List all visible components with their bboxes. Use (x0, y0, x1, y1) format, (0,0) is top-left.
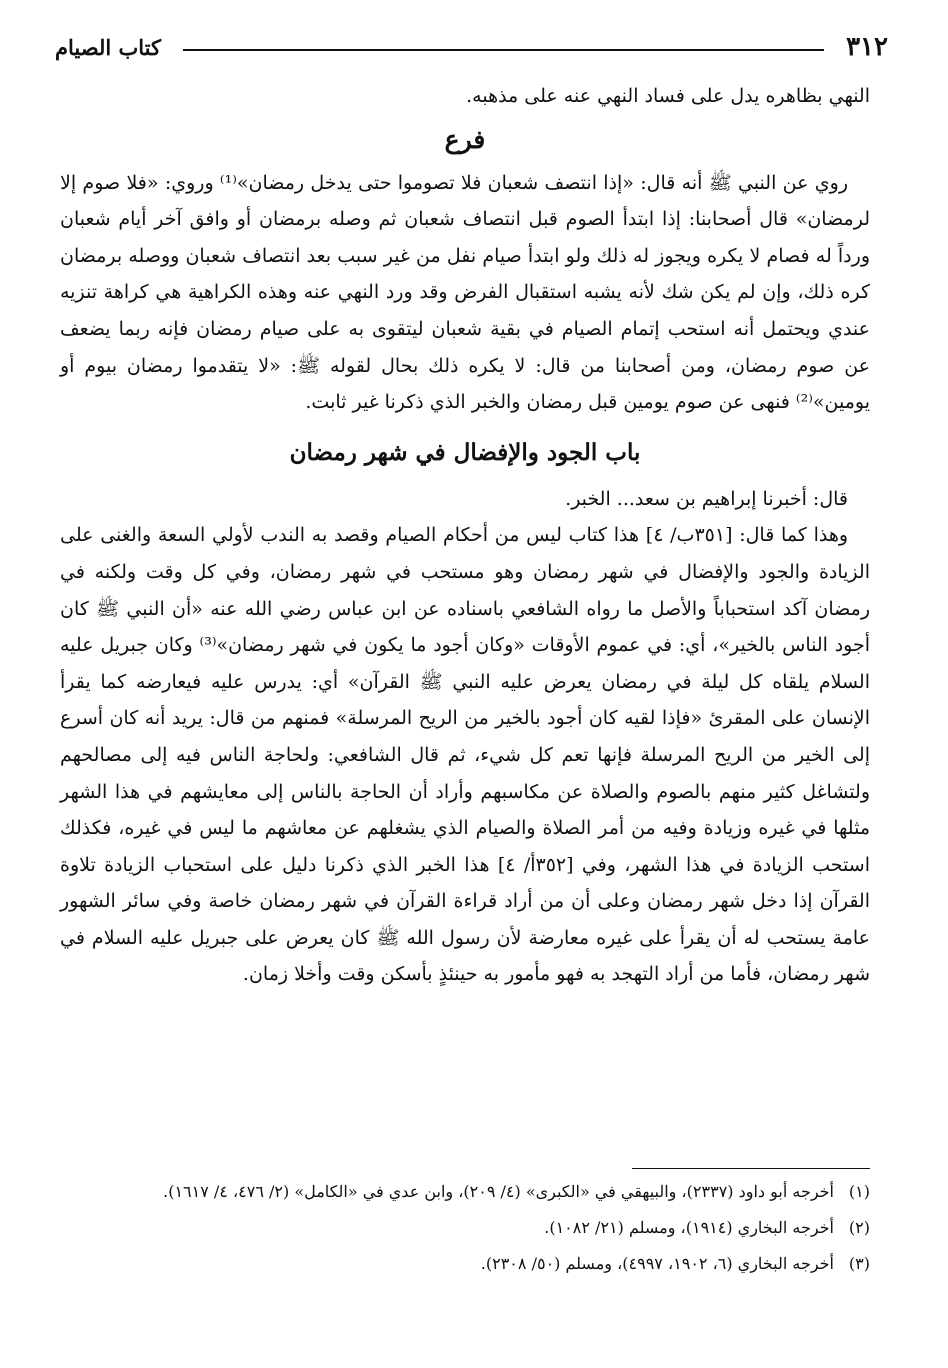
footnote-number: (٣) (848, 1254, 870, 1273)
chapter-heading: باب الجود والإفضال في شهر رمضان (289, 438, 641, 466)
footnote-item (60, 1214, 870, 1242)
page-number: ٣١٢ (846, 32, 888, 62)
footnotes (60, 1178, 870, 1286)
footnote-item (60, 1178, 870, 1206)
footnote-number: (١) (848, 1182, 870, 1201)
intro-line: النهي بظاهره يدل على فساد النهي عنه على مذهبه. (466, 85, 870, 107)
book-title: كتاب الصيام (55, 34, 161, 60)
chapter-opening: قال: أخبرنا إبراهيم بن سعد... الخبر. (565, 487, 848, 510)
footnote-number: (٢) (848, 1218, 870, 1237)
footnote-text: أخرجه البخاري (١٩١٤)، ومسلم (٢١/ ١٠٨٢). (544, 1218, 834, 1237)
header-rule (183, 49, 824, 51)
section-paragraph: روي عن النبي ﷺ أنه قال: «إذا انتصف شعبان فلا تصوموا حتى يدخل رمضان»⁽¹⁾ وروي: «فلا صوم إلا لرمضان» قال أصحابنا: إذا ابتدأ الصوم قبل انتصاف شعبان ثم وصله برمضان أو وافق آخر أيام شعبان ورداً له فصام لا يكره ويجوز له ذلك ولو ابتدأ صيام نفل من غير سبب بعد انتصاف شعبان ووصله برمضان كره ذلك، وإن لم يكن شك لأنه يشبه استقبال الفرض وقد ورد النهي عنه وهذه الكراهية هي كراهة تنزيه عندي ويحتمل أنه استحب إتمام الصيام في بقية شعبان ليتقوى به على صيام رمضان فإنه ربما يضعف عن صوم رمضان، ومن أصحابنا من قال: لا يكره ذلك بحال لقوله ﷺ: «لا يتقدموا رمضان بيوم أو يومين»⁽²⁾ فنهى عن صوم يومين قبل رمضان والخبر الذي ذكرنا غير ثابت. (60, 171, 870, 414)
main-text (60, 78, 870, 993)
chapter-paragraph: وهذا كما قال: [٣٥١ب/ ٤] هذا كتاب ليس من أحكام الصيام وقصد به الندب لأولي السعة والغنى على الزيادة والجود والإفضال في شهر رمضان وهو مستحب في شهر رمضان، وفي كل وقت ولكنه في رمضان آكد استحباباً والأصل ما رواه الشافعي باسناده عن ابن عباس رضي الله عنه «أن النبي ﷺ كان أجود الناس بالخير»، أي: في عموم الأوقات «وكان أجود ما يكون في شهر رمضان»⁽³⁾ وكان جبريل عليه السلام يلقاه كل ليلة في رمضان يعرض عليه النبي ﷺ القرآن» أي: يدرس عليه فيعارضه كما يقرأ الإنسان على المقرئ «فإذا لقيه كان أجود بالخير من الريح المرسلة» فمنهم من قال: يريد أنه كان أسرع إلى الخير من الريح المرسلة فإنها تعم كل شيء، ثم قال الشافعي: ولحاجة الناس فيه إلى مصالحهم ولتشاغل كثير منهم بالصوم والصلاة عن مكاسبهم وأراد أن الحاجة بالناس إلى معايشهم في هذا الشهر مثلها في غيره وزيادة وفيه من أمر الصلاة والصيام الذي يشغلهم عن معاشهم ما ليس في غيره، فكذلك استحب الزيادة في هذا الشهر، وفي [٣٥٢أ/ ٤] هذا الخبر الذي ذكرنا دليل على استحباب الزيادة تلاوة القرآن إذا دخل شهر رمضان وعلى أن من أراد قراءة القرآن في شهر رمضان خاصة وفي سائر الشهور عامة يستحب له أن يقرأ على غيره معارضة لأن رسول الله ﷺ كان يعرض على جبريل عليه السلام في شهر رمضان، فأما من أراد التهجد به فهو مأمور به حينئذٍ بأسكن وقت وأخلا زمان. (60, 524, 871, 986)
section-heading: فرع (444, 124, 486, 154)
footnote-item (60, 1250, 870, 1278)
footnote-divider (632, 1168, 870, 1169)
footnote-text: أخرجه أبو داود (٢٣٣٧)، والبيهقي في «الكبرى» (٤/ ٢٠٩)، وابن عدي في «الكامل» (٢/ ٤٧٦، ٤/ ١٦١٧). (163, 1182, 834, 1201)
footnote-text: أخرجه البخاري (٦، ١٩٠٢، ٤٩٩٧)، ومسلم (٥٠/ ٢٣٠٨). (480, 1254, 834, 1273)
running-header (55, 30, 888, 64)
